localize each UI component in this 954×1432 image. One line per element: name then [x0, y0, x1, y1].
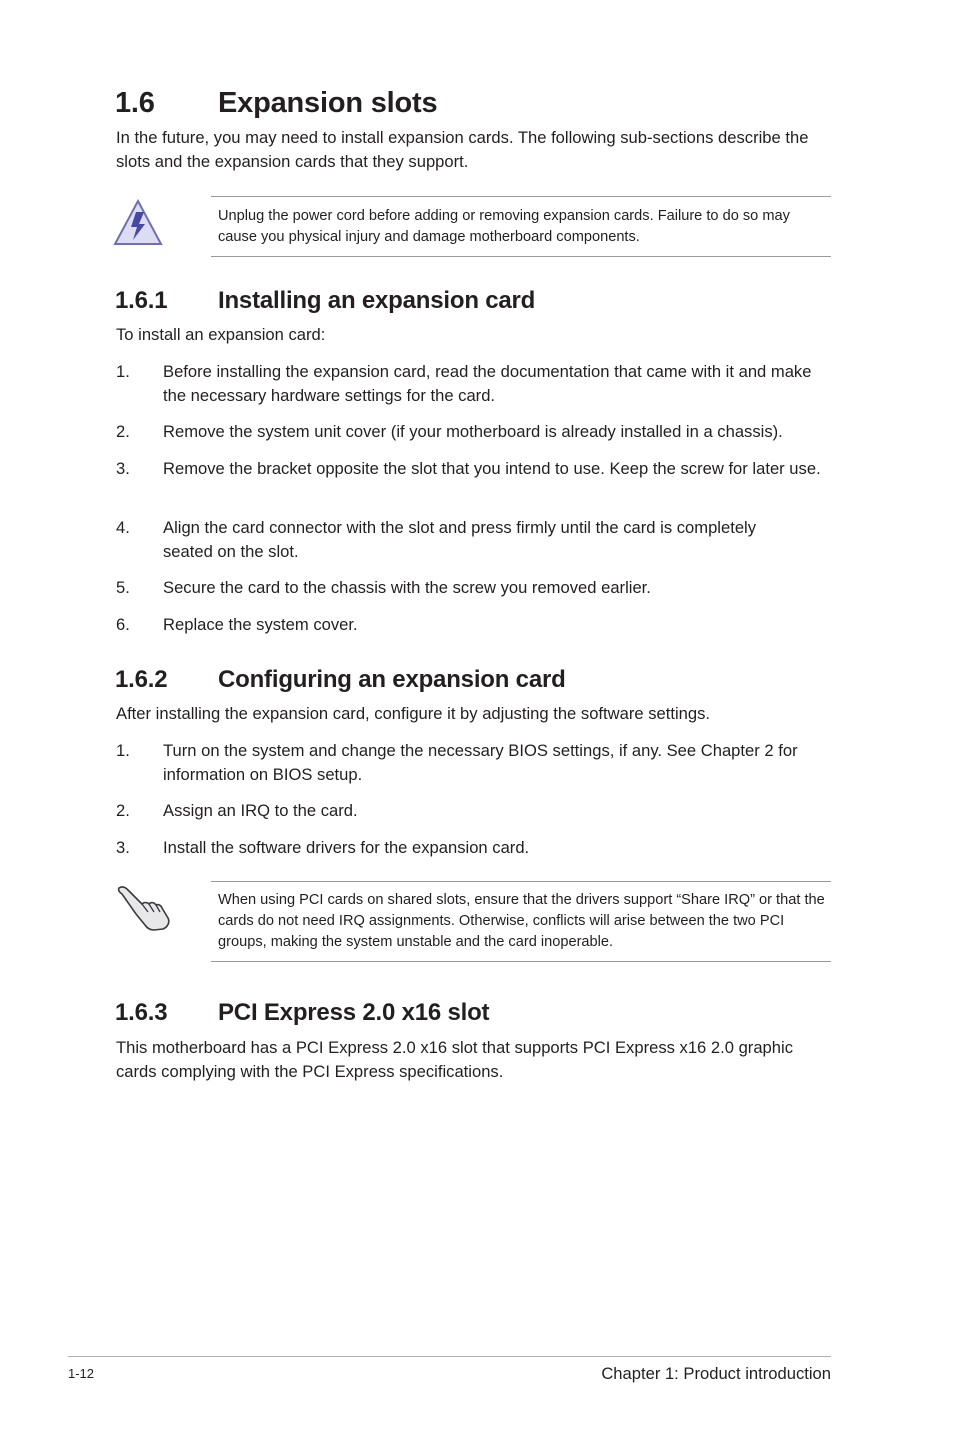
chapter-title: Chapter 1: Product introduction: [601, 1364, 831, 1383]
step-number: 1.: [116, 362, 130, 381]
step-number: 2.: [116, 422, 130, 441]
step-number: 5.: [116, 578, 130, 597]
step-number: 4.: [116, 518, 130, 537]
warning-triangle-icon: [112, 198, 164, 248]
step-number: 3.: [116, 459, 130, 478]
sub3-text: This motherboard has a PCI Express 2.0 x16 slot that supports PCI Express x16 2.0 graphic cards complying with the PCI Express specifications.: [116, 1038, 793, 1081]
step-text: Before installing the expansion card, read the documentation that came with it and make the necessary hardware settings for the card.: [163, 362, 812, 405]
sub1-intro: To install an expansion card:: [116, 325, 326, 344]
step-text: Assign an IRQ to the card.: [163, 801, 358, 820]
step-text: Remove the bracket opposite the slot that you intend to use. Keep the screw for later use.: [163, 459, 821, 478]
sub1-number: 1.6.1: [115, 287, 168, 314]
sub3-number: 1.6.3: [115, 999, 168, 1026]
step-text: Install the software drivers for the expansion card.: [163, 838, 530, 857]
footer-rule: [68, 1356, 831, 1357]
step-number: 2.: [116, 801, 130, 820]
step-text: Turn on the system and change the necessary BIOS settings, if any. See Chapter 2 for information on BIOS setup.: [163, 741, 798, 784]
pointing-hand-icon: [116, 884, 172, 932]
note-top-rule: [211, 881, 831, 882]
sub3-title: PCI Express 2.0 x16 slot: [218, 999, 490, 1026]
sub1-title: Installing an expansion card: [218, 287, 536, 314]
note-bottom-rule: [211, 961, 831, 962]
section-number: 1.6: [115, 87, 155, 119]
step-text: Secure the card to the chassis with the screw you removed earlier.: [163, 578, 651, 597]
note-text: When using PCI cards on shared slots, ensure that the drivers support “Share IRQ” or that the cards do not need IRQ assignments. Otherwise, conflicts will arise between the two PCI groups, making the system unstable and the card inoperable.: [218, 892, 825, 950]
step-text: Replace the system cover.: [163, 615, 358, 634]
step-text: Align the card connector with the slot and press firmly until the card is completely seated on the slot.: [163, 518, 757, 561]
warning-text: Unplug the power cord before adding or removing expansion cards. Failure to do so may cause you physical injury and damage motherboard components.: [218, 208, 790, 245]
step-text: Remove the system unit cover (if your motherboard is already installed in a chassis).: [163, 422, 783, 441]
step-number: 6.: [116, 615, 130, 634]
warning-top-rule: [211, 196, 831, 197]
warning-bottom-rule: [211, 256, 831, 257]
step-number: 3.: [116, 838, 130, 857]
step-number: 1.: [116, 741, 130, 760]
sub2-intro: After installing the expansion card, configure it by adjusting the software settings.: [116, 704, 711, 723]
sub2-title: Configuring an expansion card: [218, 666, 566, 693]
section-intro: In the future, you may need to install expansion cards. The following sub-sections describe the slots and the expansion cards that they support.: [116, 128, 809, 171]
page-number: 1-12: [68, 1366, 95, 1381]
sub2-number: 1.6.2: [115, 666, 168, 693]
section-title: Expansion slots: [218, 87, 438, 119]
